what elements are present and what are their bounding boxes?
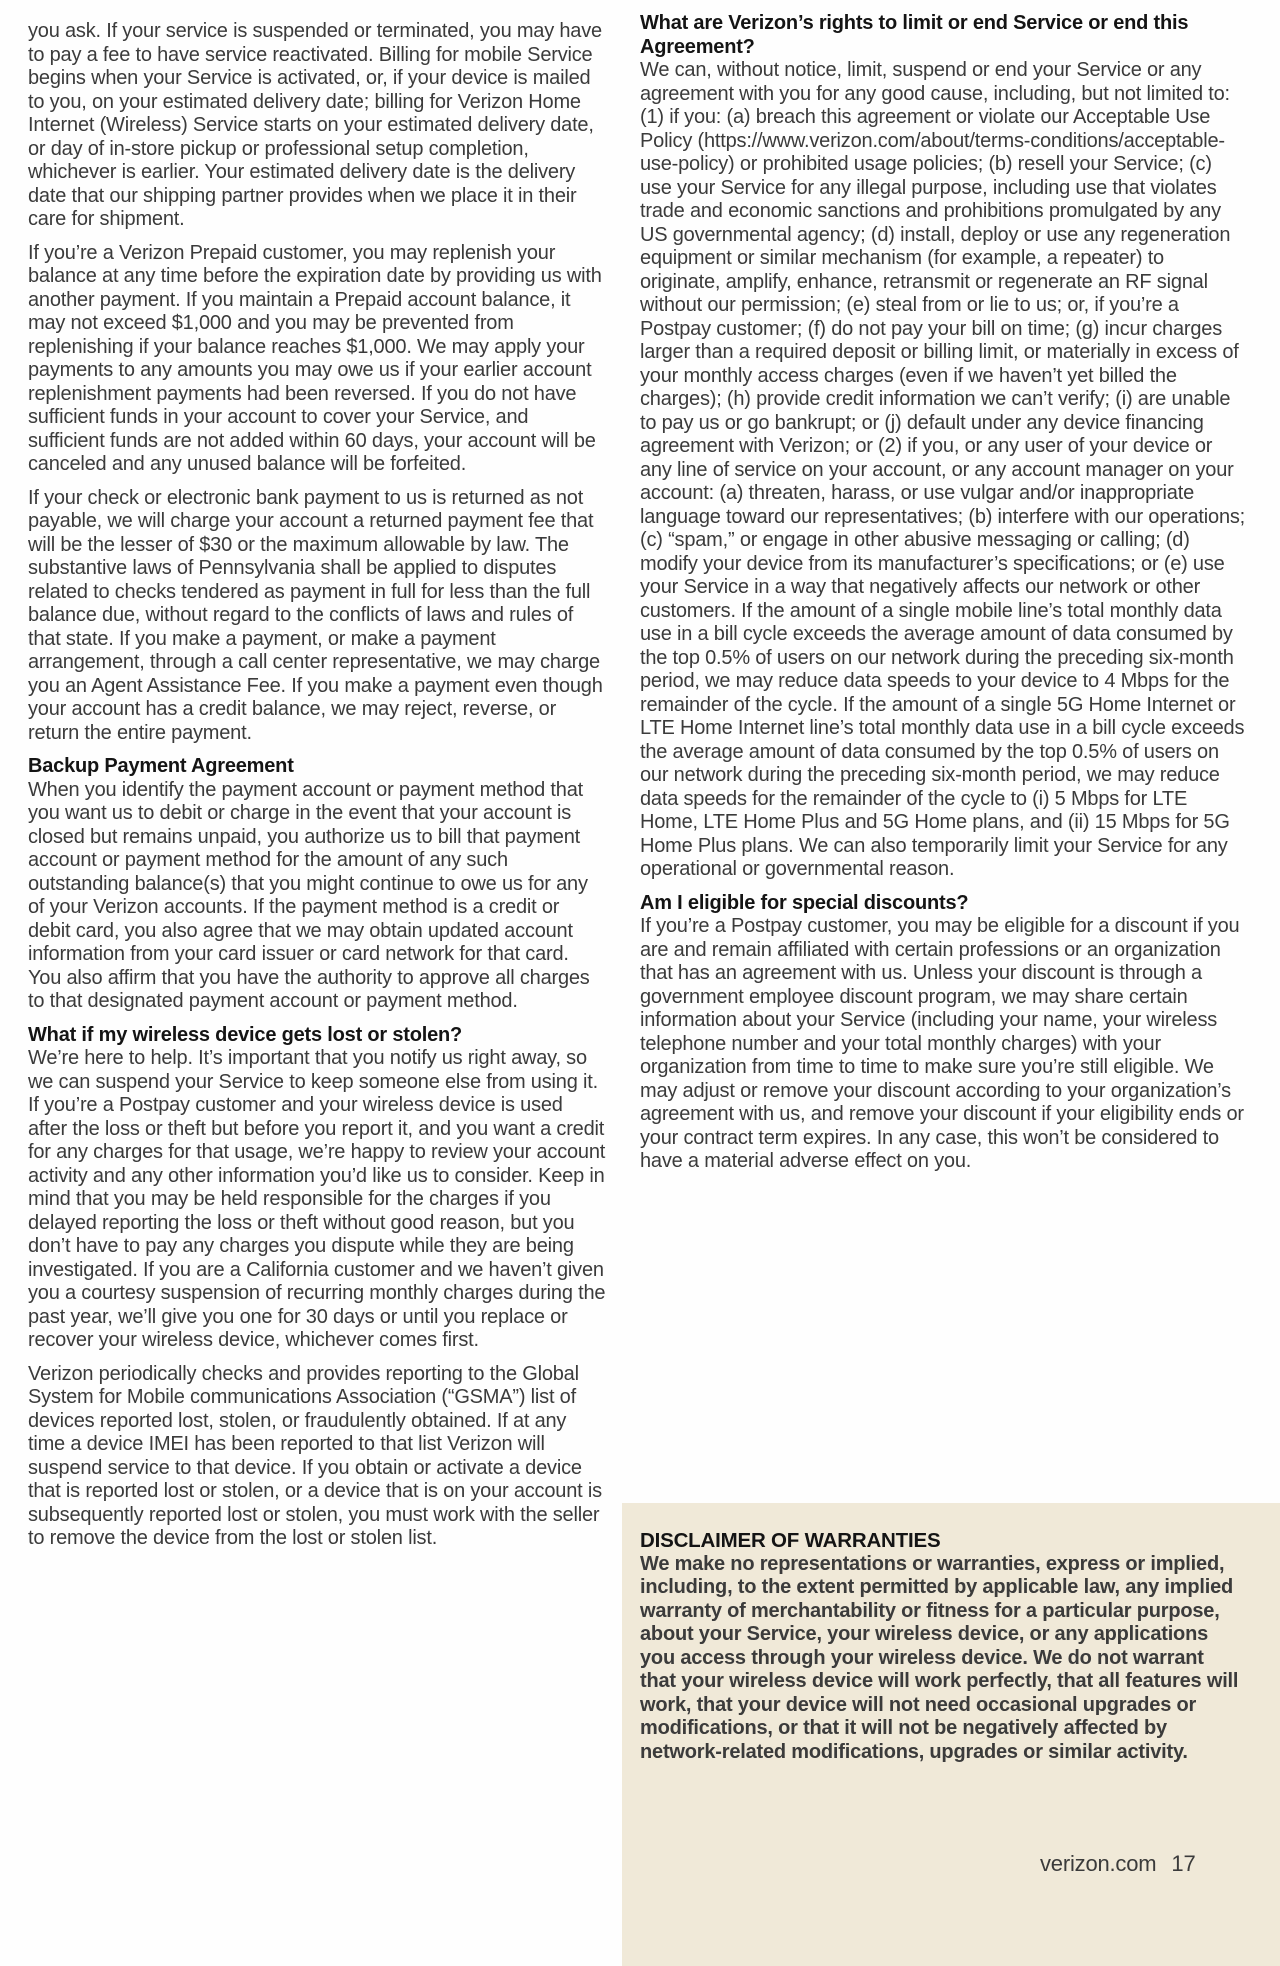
disclaimer-box (622, 1503, 1280, 1966)
paragraph-verizon-rights: We can, without notice, limit, suspend or end your Service or any agreement with you for any good cause, including, but not limited to: (1) if you: (a) breach this agreement or violate our Acceptable Use Policy (https://www.verizon.com/about/terms-conditions/acceptable-use-policy) or prohibited usage policies; (b) resell your Service; (c) use your Service for any illegal purpose, including use that violates trade and economic sanctions and prohibitions promulgated by any US governmental agency; (d) install, deploy or use any regeneration equipment or similar mechanism (for example, a repeater) to originate, amplify, enhance, retransmit or regenerate an RF signal without our permission; (e) steal from or lie to us; or, if you’re a Postpay customer; (f) do not pay your bill on time; (g) incur charges larger than a required deposit or billing limit, or materially in excess of your monthly access charges (even if we haven’t yet billed the charges); (h) provide credit information we can’t verify; (i) are unable to pay us or go bankrupt; or (j) default under any device financing agreement with Verizon; or (2) if you, or any user of your device or any line of service on your account, or any account manager on your account: (a) threaten, harass, or use vulgar and/or inappropriate language toward our representatives; (b) interfere with our operations; (c) “spam,” or engage in other abusive messaging or calling; (d) modify your device from its manufacturer’s specifications; or (e) use your Service in a way that negatively affects our network or other customers. If the amount of a single mobile line’s total monthly data use in a bill cycle exceeds the average amount of data consumed by the top 0.5% of users on our network during the preceding six-month period, we may reduce data speeds to your device to 4 Mbps for the remainder of the cycle. If the amount of a single 5G Home Internet or LTE Home Internet line’s total monthly data use in a bill cycle exceeds the average amount of data consumed by the top 0.5% of users on our network during the preceding six-month period, we may reduce data speeds for the remainder of the cycle to (i) 5 Mbps for LTE Home, LTE Home Plus and 5G Home plans, and (ii) 15 Mbps for 5G Home Plus plans. We can also temporarily limit your Service for any operational or governmental reason. (640, 59, 1246, 880)
left-column (28, 20, 606, 1561)
right-column (640, 12, 1248, 1184)
paragraph-backup-payment: When you identify the payment account or payment method that you want us to debit or charge in the event that your account is closed but remains unpaid, you authorize us to bill that payment account or payment method for the amount of any such outstanding balance(s) that you might continue to owe us for any of your Verizon accounts. If the payment method is a credit or debit card, you also agree that we may obtain updated account information from your card issuer or card network for that card. You also affirm that you have the authority to approve all charges to that designated payment account or payment method. (28, 778, 590, 1012)
paragraph-returned-payment: If your check or electronic bank payment to us is returned as not payable, we will charge your account a returned payment fee that will be the lesser of $30 or the maximum allowable by law. The substantive laws of Pennsylvania shall be applied to disputes related to checks tendered as payment in full for less than the full balance due, without regard to the conflicts of laws and rules of that state. If you make a payment, or make a payment arrangement, through a call center representative, we may charge you an Agent Assistance Fee. If you make a payment even though your account has a credit balance, we may reject, reverse, or return the entire payment. (28, 486, 603, 744)
paragraph-gsma-list: Verizon periodically checks and provides reporting to the Global System for Mobile communications Association (“GSMA”) list of devices reported lost, stolen, or fraudulently obtained. If at any time a device IMEI has been reported to that list Verizon will suspend service to that device. If you obtain or activate a device that is reported lost or stolen, or a device that is on your account is subsequently reported lost or stolen, you must work with the seller to remove the device from the lost or stolen list. (28, 1362, 602, 1549)
paragraph-disclaimer-body: We make no representations or warranties, express or implied, including, to the extent permitted by applicable law, any implied warranty of merchantability or fitness for a particular purpose, about your Service, your wireless device, or any applications you access through your wireless device. We do not warrant that your wireless device will work perfectly, that all features will work, that your device will not need occasional upgrades or modifications, or that it will not be negatively affected by network-related modifications, upgrades or similar activity. (640, 1552, 1239, 1763)
paragraph-reactivation-billing: you ask. If your service is suspended or terminated, you may have to pay a fee to have service reactivated. Billing for mobile Service begins when your Service is activated, or, if your device is mailed to you, on your estimated delivery date; billing for Verizon Home Internet (Wireless) Service starts on your estimated delivery date, or day of in-store pickup or professional setup completion, whichever is earlier. Your estimated delivery date is the delivery date that our shipping partner provides when we place it in their care for shipment. (28, 20, 602, 230)
heading-disclaimer-of-warranties: DISCLAIMER OF WARRANTIES (640, 1529, 941, 1552)
heading-lost-or-stolen: What if my wireless device gets lost or stolen? (28, 1023, 463, 1046)
paragraph-special-discounts: If you’re a Postpay customer, you may be eligible for a discount if you are and remain affiliated with certain professions or an organization that has an agreement with us. Unless your discount is through a government employee discount program, we may share certain information about your Service (including your name, your wireless telephone number and your total monthly charges) with your organization from time to time to make sure you’re still eligible. We may adjust or remove your discount according to your organization’s agreement with us, and remove your discount if your eligibility ends or your contract term expires. In any case, this won’t be considered to have a material adverse effect on you. (640, 915, 1244, 1172)
heading-backup-payment-agreement: Backup Payment Agreement (28, 755, 294, 777)
footer-site-label: verizon.com (1040, 1851, 1157, 1876)
paragraph-lost-or-stolen: We’re here to help. It’s important that you notify us right away, so we can suspend your Service to keep someone else from using it. If you’re a Postpay customer and your wireless device is used after the loss or theft but before you report it, and you want a credit for any charges for that usage, we’re happy to review your account activity and any other information you’d like us to consider. Keep in mind that you may be held responsible for the charges if you delayed reporting the loss or theft without good reason, but you don’t have to pay any charges you dispute while they are being investigated. If you are a California customer and we haven’t given you a courtesy suspension of recurring monthly charges during the past year, we’ll give you one for 30 days or until you replace or recover your wireless device, whichever comes first. (28, 1047, 606, 1351)
page-footer (1040, 1851, 1195, 1877)
paragraph-prepaid-replenish: If you’re a Verizon Prepaid customer, you may replenish your balance at any time before the expiration date by providing us with another payment. If you maintain a Prepaid account balance, it may not exceed $1,000 and you may be prevented from replenishing if your balance reaches $1,000. We may apply your payments to any amounts you may owe us if your earlier account replenishment payments had been reversed. If you do not have sufficient funds in your account to cover your Service, and sufficient funds are not added within 60 days, your account will be canceled and any unused balance will be forfeited. (28, 241, 602, 475)
footer-page-number: 17 (1171, 1851, 1196, 1876)
heading-special-discounts: Am I eligible for special discounts? (640, 891, 969, 914)
heading-verizon-rights: What are Verizon’s rights to limit or end Service or end this Agreement? (640, 12, 1189, 58)
